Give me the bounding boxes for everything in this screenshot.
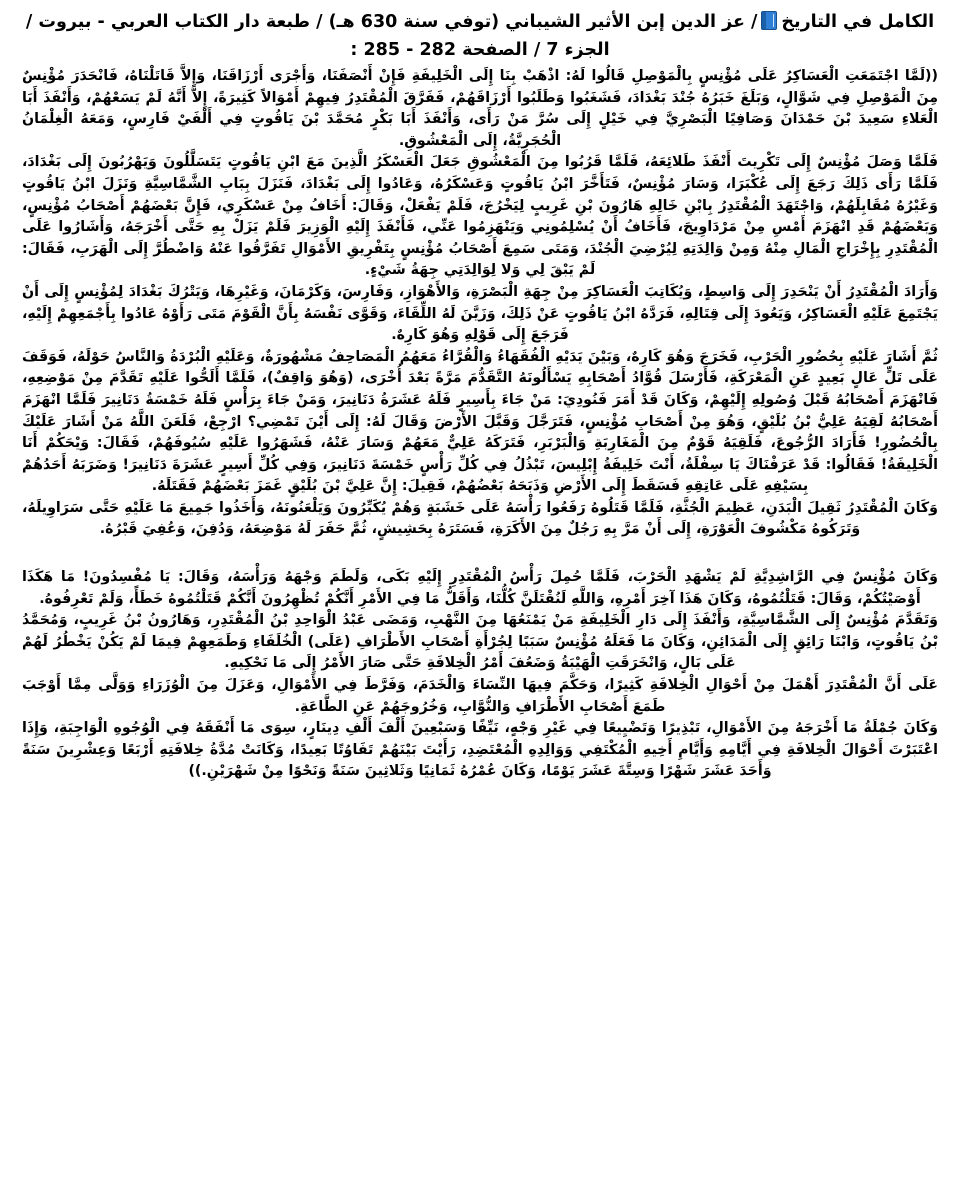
source-header: [22, 8, 938, 64]
document-page: [22, 8, 938, 1192]
book-icon: [761, 11, 777, 30]
paragraph-1: ((لَمَّا اجْتَمَعَتِ الْعَسَاكِرُ عَلَى مُؤْنِسٍ بِالْمَوْصِلِ قَالُوا لَهُ: اذْهَبْ بِنَا إِلَى الْخَلِيفَةِ فَإِنْ أَنْصَفَنَا، وَأَجْرَى أَرْزَاقَنَا، وَإِلاَّ قَاتَلْنَاهُ، فَانْحَدَرَ مُؤْنِسٌ مِنَ الْمَوْصِلِ فِي شَوَّالٍ، وَبَلَغَ خَبَرُهُ جُنْدَ بَغْدَادَ، فَشَغَبُوا وَطَلَبُوا أَرْزَاقَهُمْ، فَفَرَّقَ الْمُقْتَدِرُ فِيهِمْ أَمْوَالاً كَثِيرَةً، إِلاَّ أَنَّهُ لَمْ يَسَعْهُمْ، وَأَنْفَذَ أَبَا الْعَلاءِ سَعِيدَ بْنَ حَمْدَانَ وَصَافِيًا الْبَصْرِيَّ فِي خَيْلٍ إِلَى سُرَّ مَنْ رَأَى، وَأَنْفَذَ أَبَا بَكْرٍ مُحَمَّدَ بْنَ يَاقُوتٍ فِي أَلْفَيْ فَارِسٍ، وَمَعَهُ الْغِلْمَانُ الْحُجَرِيَّةُ، إِلَى الْمَعْشُوقِ.: [22, 68, 938, 149]
book-title: الكامل في التاريخ: [781, 12, 935, 32]
paragraph-3: وَأَرَادَ الْمُقْتَدِرُ أَنْ يَنْحَدِرَ إِلَى وَاسِطٍ، وَيُكَاتِبَ الْعَسَاكِرَ مِنْ جِهَةِ الْبَصْرَةِ، وَالأَهْوَازِ، وَفَارِسَ، وَكَرْمَانَ، وَغَيْرِهَا، وَيَتْرُكَ بَغْدَادَ لِمُؤْنِسٍ إِلَى أَنْ يَجْتَمِعَ عَلَيْهِ الْعَسَاكِرُ، وَيَعُودَ إِلَى قِتَالِهِ، فَرَدَّهُ ابْنُ يَاقُوتٍ عَنْ ذَلِكَ، وَزَيَّنَ لَهُ اللِّقَاءَ، وَقَوَّى نَفْسَهُ بِأَنَّ الْقَوْمَ مَتَى رَأَوْهُ عَادُوا بِأَجْمَعِهِمْ إِلَيْهِ، فَرَجَعَ إِلَى قَوْلِهِ وَهُوَ كَارِهٌ.: [22, 283, 938, 344]
paragraph-5: وَكَانَ الْمُقْتَدِرُ ثَقِيلَ الْبَدَنِ، عَظِيمَ الْجُثَّةِ، فَلَمَّا قَتَلُوهُ رَفَعُوا رَأْسَهُ عَلَى خَشَبَةٍ وَهُمْ يُكَبِّرُونَ وَيَلْعَنُونَهُ، وَأَخَذُوا جَمِيعَ مَا عَلَيْهِ حَتَّى سَرَاوِيلَهُ، وَتَرَكُوهُ مَكْشُوفَ الْعَوْرَةِ، إِلَى أَنْ مَرَّ بِهِ رَجُلٌ مِنَ الأَكَرَةِ، فَسَتَرَهُ بِحَشِيشٍ، ثُمَّ حَفَرَ لَهُ مَوْضِعَهُ، وَدُفِنَ، وَعُفِيَ قَبْرُهُ.: [22, 499, 938, 538]
source-details: / عز الدين إبن الأثير الشيباني (توفي سنة 630 هـ) / طبعة دار الكتاب العربي - بيروت / الجزء 7 / الصفحة 282 - 285 :: [25, 12, 758, 60]
paragraph-2: فَلَمَّا وَصَلَ مُؤْنِسٌ إِلَى تَكْرِيتَ أَنْفَذَ طَلائِعَهُ، فَلَمَّا قَرُبُوا مِنَ الْمَعْشُوقِ جَعَلَ الْعَسْكَرُ الَّذِينَ مَعَ ابْنِ يَاقُوتٍ يَتَسَلَّلُونَ وَيَهْرُبُونَ إِلَى بَغْدَادَ، فَلَمَّا رَأَى ذَلِكَ رَجَعَ إِلَى عُكْبَرَا، وَسَارَ مُؤْنِسٌ، فَتَأَخَّرَ ابْنُ يَاقُوتٍ وَعَسْكَرُهُ، وَعَادُوا إِلَى بَغْدَادَ، فَنَزَلَ بِبَابِ الشَّمَّاسِيَّةِ وَنَزَلَ ابْنُ يَاقُوتٍ وَغَيْرُهُ مُقَابِلَهُمْ، وَاجْتَهَدَ الْمُقْتَدِرُ بِابْنِ خَالِهِ هَارُونَ بْنِ غَرِيبٍ لِيَخْرُجَ، فَلَمْ يَفْعَلْ، وَقَالَ: أَخَافُ مِنْ عَسْكَرِي، فَإِنَّ بَعْضَهُمْ أَصْحَابُ مُؤْنِسٍ، وَبَعْضَهُمْ قَدِ انْهَزَمَ أَمْسِ مِنْ مَرْدَاوِيجَ، فَأَخَافُ أَنْ يُسْلِمُونِي وَيَنْهَزِمُوا عَنِّي، فَأَنْفَذَ إِلَيْهِ الْوَزِيرَ فَلَمْ يَزَلْ بِهِ حَتَّى أَخْرَجَهُ، وَأَشَارُوا عَلَى الْمُقْتَدِرِ بِإِخْرَاجِ الْمَالِ مِنْهُ وَمِنْ وَالِدَتِهِ لِيُرْضِيَ الْجُنْدَ، وَمَتَى سَمِعَ أَصْحَابُ مُؤْنِسٍ بِتَفْرِيقِ الأَمْوَالِ تَفَرَّقُوا عَنْهُ وَاضْطُرَّ إِلَى الْهَرَبِ، فَقَالَ: لَمْ يَبْقَ لِي وَلا لِوَالِدَتِي جِهَةُ شَيْءٍ.: [22, 154, 938, 279]
paragraph-4: ثُمَّ أَشَارَ عَلَيْهِ بِحُضُورِ الْحَرْبِ، فَخَرَجَ وَهُوَ كَارِهٌ، وَبَيْنَ يَدَيْهِ الْفُقَهَاءُ وَالْقُرَّاءُ مَعَهُمُ الْمَصَاحِفُ مَشْهُورَةٌ، وَعَلَيْهِ الْبُرْدَةُ وَالنَّاسُ حَوْلَهُ، فَوَقَفَ عَلَى تَلٍّ عَالٍ بَعِيدٍ عَنِ الْمَعْرَكَةِ، فَأَرْسَلَ قُوَّادُ أَصْحَابِهِ يَسْأَلُونَهُ التَّقَدُّمَ مَرَّةً بَعْدَ أُخْرَى، (وَهُوَ وَاقِفٌ)، فَلَمَّا أَلَحُّوا عَلَيْهِ تَقَدَّمَ مِنْ مَوْضِعِهِ، فَانْهَزَمَ أَصْحَابُهُ قَبْلَ وُصُولِهِ إِلَيْهِمْ، وَكَانَ قَدْ أَمَرَ فَنُودِيَ: مَنْ جَاءَ بِأَسِيرٍ فَلَهُ عَشَرَةُ دَنَانِيرَ، وَمَنْ جَاءَ بِرَأْسٍ فَلَهُ خَمْسَةُ دَنَانِيرَ فَلَمَّا انْهَزَمَ أَصْحَابُهُ لَقِيَهُ عَلِيُّ بْنُ بُلَيْقٍ، وَهُوَ مِنْ أَصْحَابِ مُؤْنِسٍ، فَتَرَجَّلَ وَقَبَّلَ الأَرْضَ وَقَالَ لَهُ: إِلَى أَيْنَ تَمْضِي؟ ارْجِعْ، فَلَعَنَ اللَّهُ مَنْ أَشَارَ عَلَيْكَ بِالْحُضُورِ! فَأَرَادَ الرُّجُوعَ، فَلَقِيَهُ قَوْمٌ مِنَ الْمَغَارِبَةِ وَالْبَرْبَرِ، فَتَرَكَهُ عَلِيٌّ مَعَهُمْ وَسَارَ عَنْهُ، فَشَهَرُوا عَلَيْهِ سُيُوفَهُمْ، فَقَالَ: وَيْحَكُمْ أَنَا الْخَلِيفَةُ! فَقَالُوا: قَدْ عَرَفْنَاكَ يَا سِفْلَةُ، أَنْتَ خَلِيفَةُ إِبْلِيسَ، تَبْذُلُ فِي كُلِّ رَأْسٍ خَمْسَةَ دَنَانِيرَ، وَفِي كُلِّ أَسِيرٍ عَشَرَةَ دَنَانِيرَ! وَضَرَبَهُ أَحَدُهُمْ بِسَيْفِهِ عَلَى عَاتِقِهِ فَسَقَطَ إِلَى الأَرْضِ وَذَبَحَهُ بَعْضُهُمْ، فَقِيلَ: إِنَّ عَلِيَّ بْنَ بُلَيْقٍ غَمَزَ بَعْضَهُمْ فَقَتَلَهُ.: [22, 348, 938, 495]
section-gap: [22, 541, 938, 567]
paragraph-9: وَكَانَ جُمْلَةُ مَا أَخْرَجَهُ مِنَ الأَمْوَالِ، تَبْذِيرًا وَتَضْيِيعًا فِي غَيْرِ وَجْهٍ، نَيِّفًا وَسَبْعِينَ أَلْفَ أَلْفِ دِينَارٍ، سِوَى مَا أَنْفَقَهُ فِي الْوُجُوهِ الْوَاجِبَةِ، وَإِذَا اعْتَبَرْتَ أَحْوَالَ الْخِلافَةِ فِي أَيَّامِهِ وَأَيَّامِ أَخِيهِ الْمُكْتَفِي وَوَالِدِهِ الْمُعْتَضِدِ، رَأَيْتَ بَيْنَهُمْ تَفَاوُتًا بَعِيدًا، وَكَانَتْ مُدَّةُ خِلافَتِهِ أَرْبَعًا وَعِشْرِينَ سَنَةً وَأَحَدَ عَشَرَ شَهْرًا وَسِتَّةَ عَشَرَ يَوْمًا، وَكَانَ عُمْرُهُ ثَمَانِيًا وَثَلاثِينَ سَنَةً وَنَحْوًا مِنْ شَهْرَيْنِ.)): [22, 720, 938, 780]
paragraph-8: عَلَى أَنَّ الْمُقْتَدِرَ أَهْمَلَ مِنْ أَحْوَالِ الْخِلافَةِ كَثِيرًا، وَحَكَّمَ فِيهَا النِّسَاءَ وَالْخَدَمَ، وَفَرَّطَ فِي الأَمْوَالِ، وَعَزَلَ مِنَ الْوُزَرَاءِ وَوَلَّى مِمَّا أَوْجَبَ طَمَعَ أَصْحَابِ الأَطْرَافِ وَالنُّوَّابِ، وَخُرُوجَهُمْ عَنِ الطَّاعَةِ.: [22, 677, 938, 715]
paragraph-7: وَتَقَدَّمَ مُؤْنِسٌ إِلَى الشَّمَّاسِيَّةِ، وَأَنْفَذَ إِلَى دَارِ الْخَلِيفَةِ مَنْ يَمْنَعُهَا مِنَ النَّهْبِ، وَمَضَى عَبْدُ الْوَاحِدِ بْنُ الْمُقْتَدِرِ، وَهَارُونُ بْنُ غَرِيبٍ، وَمُحَمَّدُ بْنُ يَاقُوتٍ، وَابْنَا رَائِقٍ إِلَى الْمَدَائِنِ، وَكَانَ مَا فَعَلَهُ مُؤْنِسٌ سَبَبًا لِجُرْأَةِ أَصْحَابِ الأَطْرَافِ (عَلَى) الْخُلَفَاءِ وَطَمَعِهِمْ فِيمَا لَمْ يَكُنْ يَخْطُرُ لَهُمْ عَلَى بَالٍ، وَانْخَرَقَتِ الْهَيْبَةُ وَضَعُفَ أَمْرُ الْخِلافَةِ حَتَّى صَارَ الأَمْرُ إِلَى مَا نَحْكِيهِ.: [22, 612, 938, 672]
paragraph-6: وَكَانَ مُؤْنِسٌ فِي الرَّاشِدِيَّةِ لَمْ يَشْهَدِ الْحَرْبَ، فَلَمَّا حُمِلَ رَأْسُ الْمُقْتَدِرِ إِلَيْهِ بَكَى، وَلَطَمَ وَجْهَهُ وَرَأْسَهُ، وَقَالَ: يَا مُفْسِدُونَ! مَا هَكَذَا أَوْصَيْتُكُمْ، وَقَالَ: قَتَلْتُمُوهُ، وَكَانَ هَذَا آخِرَ أَمْرِهِ، وَاللَّهِ لَنُقْتَلَنَّ كُلُّنَا، وَأَقَلُّ مَا فِي الأَمْرِ أَنَّكُمْ تُظْهِرُونَ أَنَّكُمْ قَتَلْتُمُوهُ خَطَأً، وَلَمْ تَعْرِفُوهُ.: [22, 569, 938, 607]
